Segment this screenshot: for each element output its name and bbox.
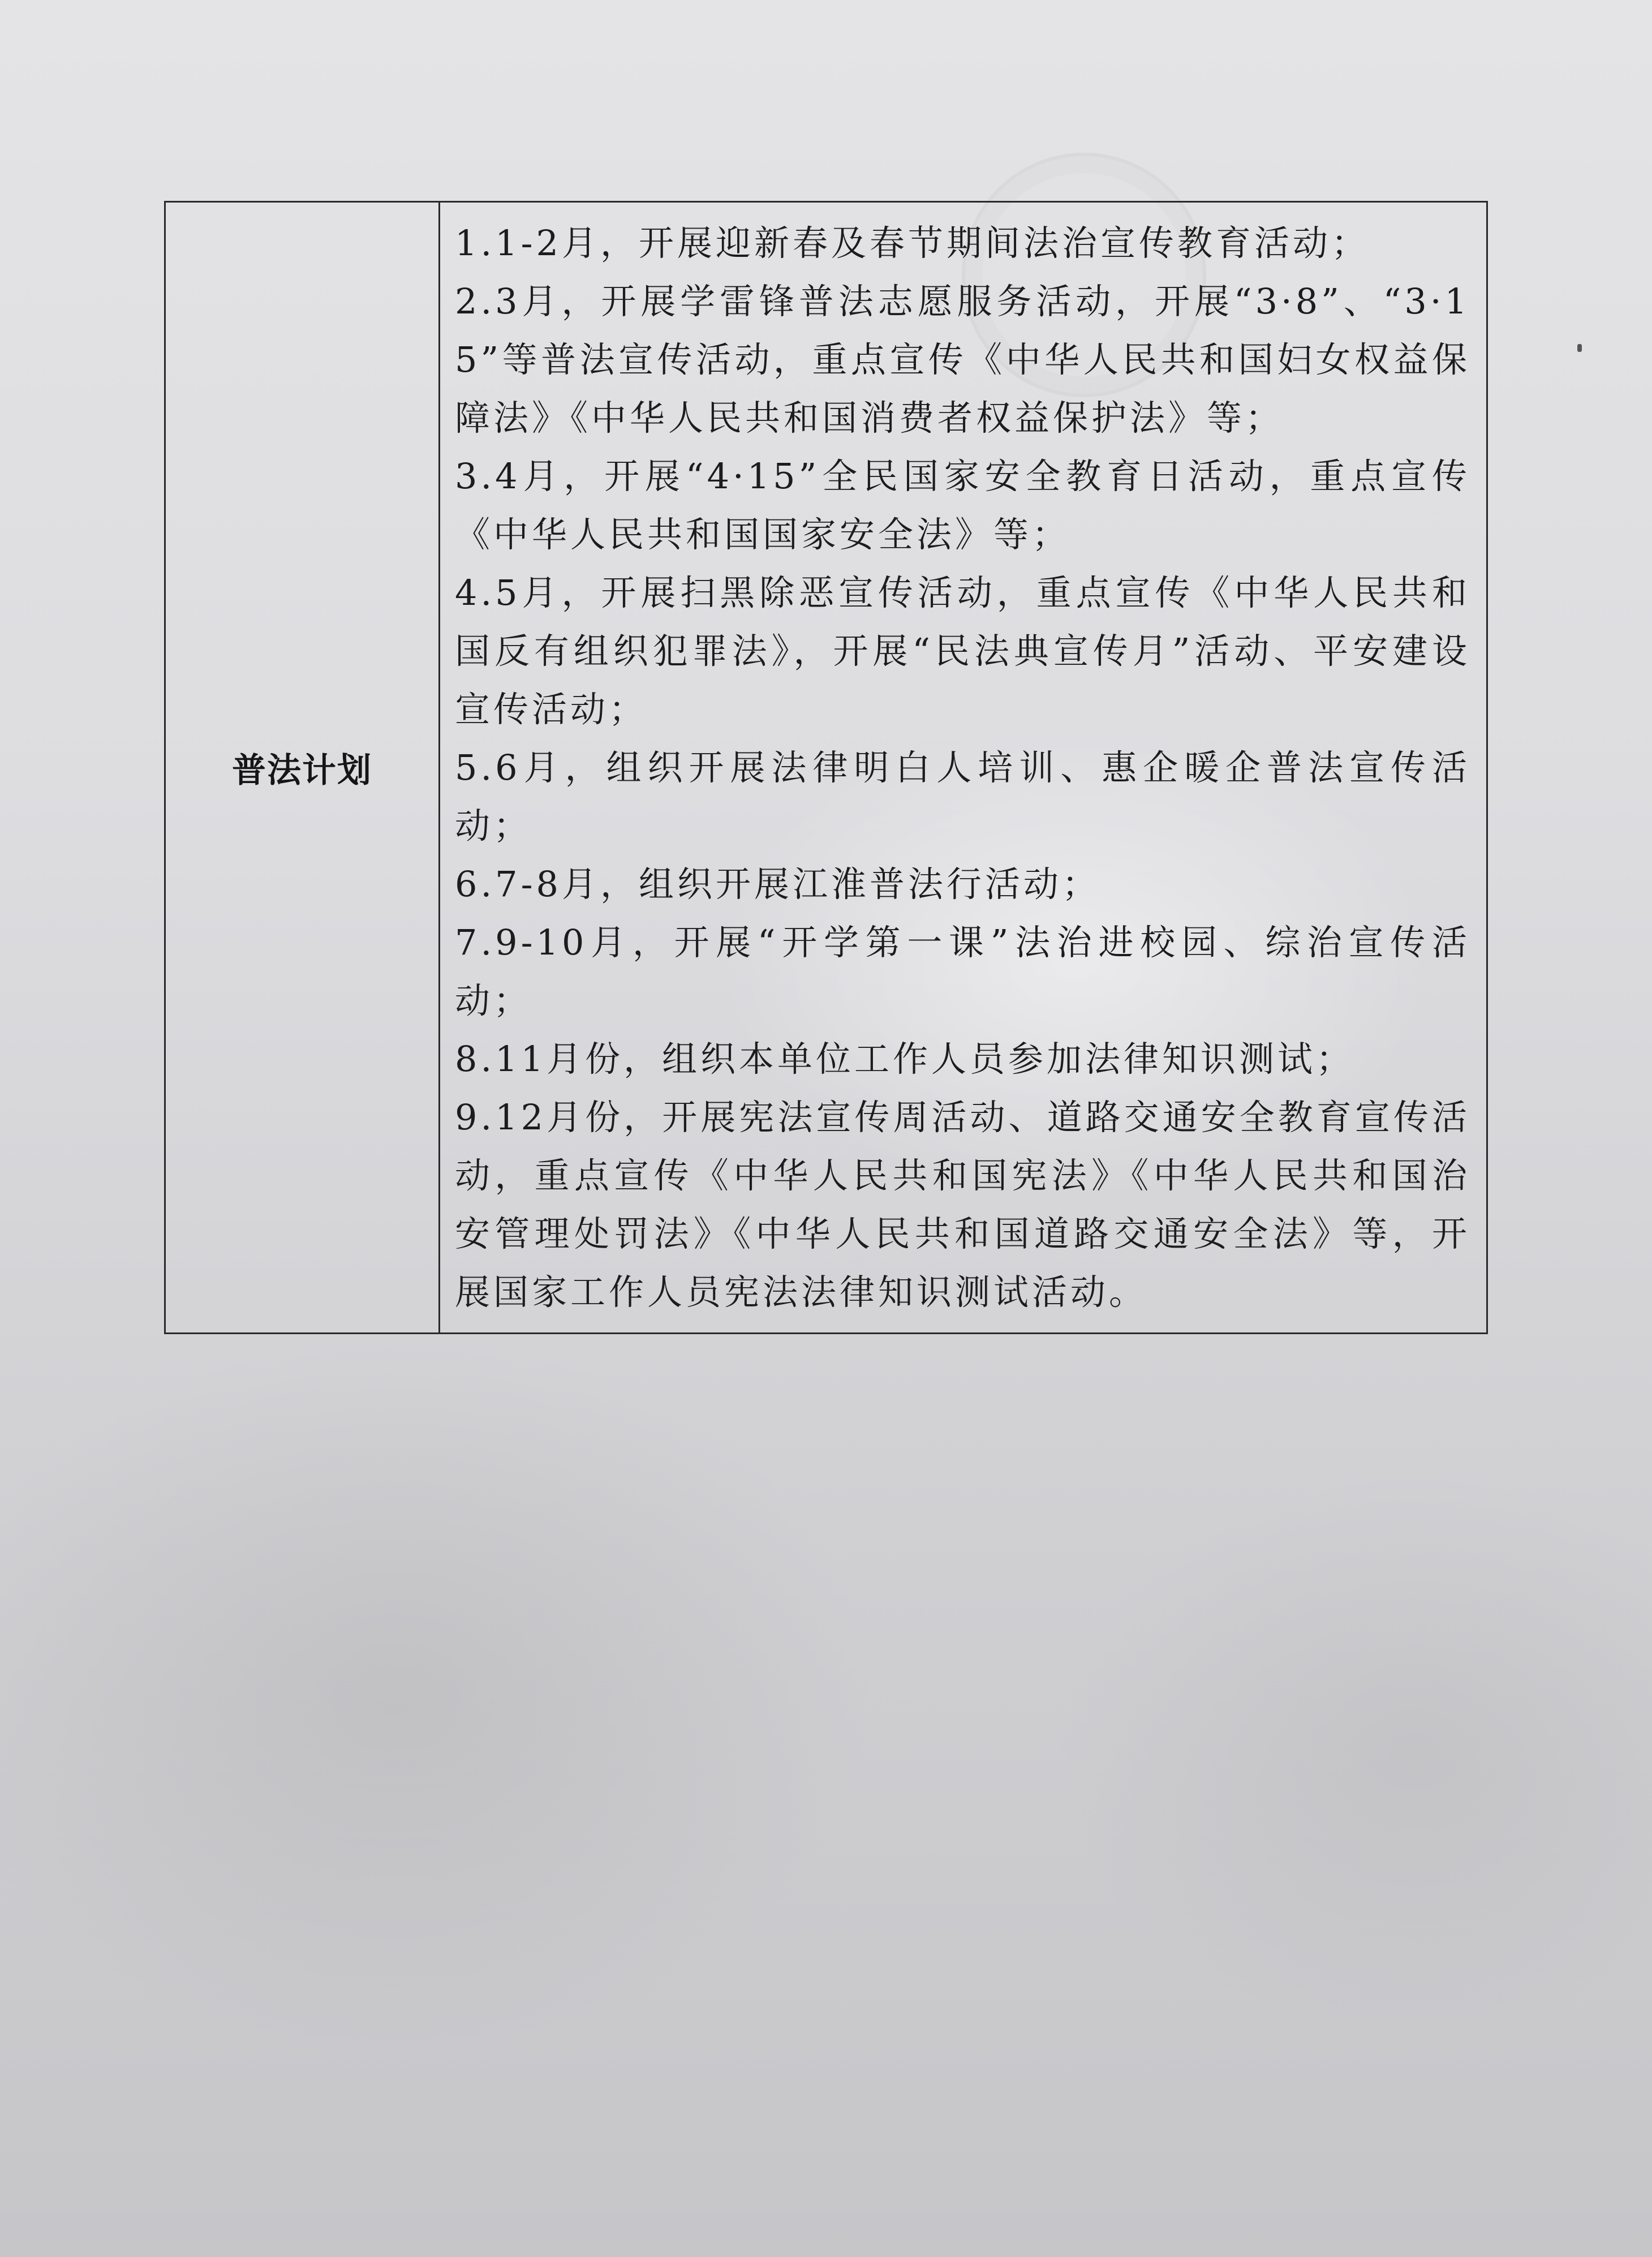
plan-table	[164, 201, 1488, 1334]
plan-item-7: 7.9-10月，开展“开学第一课”法治进校园、综治宣传活动；	[455, 922, 1470, 1021]
plan-item-4: 4.5月，开展扫黑除恶宣传活动，重点宣传《中华人民共和国反有组织犯罪法》，开展“民法典宣传月”活动、平安建设宣传活动；	[455, 572, 1470, 730]
plan-item-9: 9.12月份，开展宪法宣传周活动、道路交通安全教育宣传活动，重点宣传《中华人民共和国宪法》《中华人民共和国治安管理处罚法》《中华人民共和国道路交通安全法》等，开展国家工作人员宪法法律知识测试活动。	[455, 1097, 1470, 1313]
plan-item-1: 1.1-2月，开展迎新春及春节期间法治宣传教育活动；	[455, 222, 1370, 264]
table-row	[165, 202, 1487, 1334]
plan-item-2: 2.3月，开展学雷锋普法志愿服务活动，开展“3·8”、“3·15”等普法宣传活动，重点宣传《中华人民共和国妇女权益保障法》《中华人民共和国消费者权益保护法》等；	[455, 281, 1470, 438]
plan-content	[440, 202, 1487, 1334]
plan-item-6: 6.7-8月，组织开展江淮普法行活动；	[455, 863, 1100, 905]
plan-item-3: 3.4月，开展“4·15”全民国家安全教育日活动，重点宣传《中华人民共和国国家安全法》等；	[455, 455, 1470, 555]
plan-item-5: 5.6月，组织开展法律明白人培训、惠企暖企普法宣传活动；	[455, 747, 1470, 846]
plan-item-8: 8.11月份，组织本单位工作人员参加法律知识测试；	[455, 1038, 1355, 1080]
row-label: 普法计划	[165, 202, 440, 1334]
margin-speck	[1577, 344, 1582, 352]
